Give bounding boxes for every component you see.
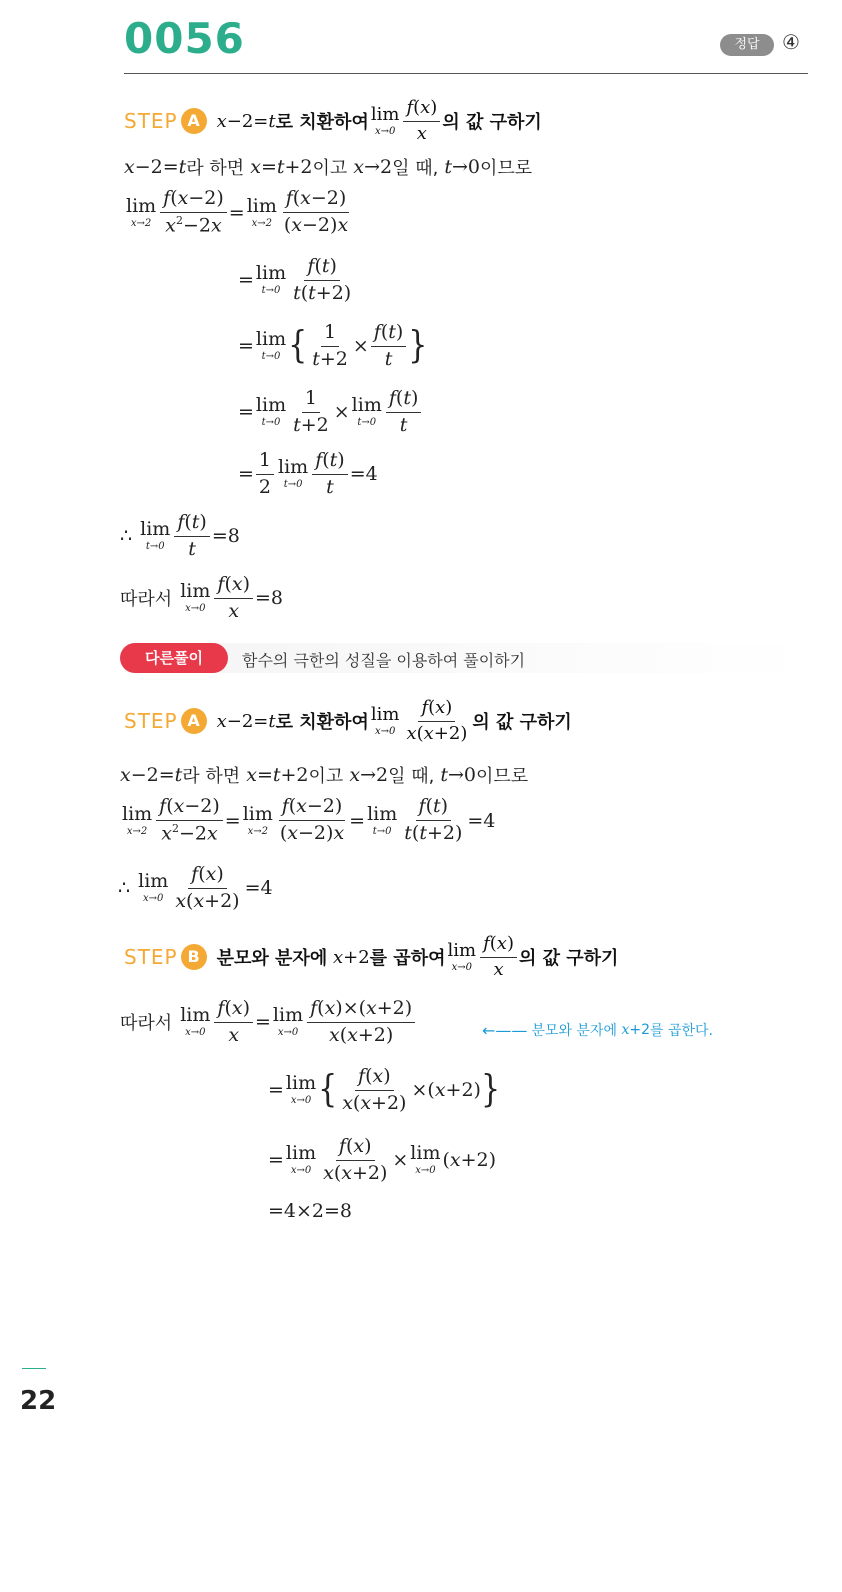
therefore-line: ∴ lim t→0 $\frac{f(t)}{t}$ =8	[120, 511, 240, 560]
step-limit-expr: lim x→0 $\frac{f(x)}{x}$	[369, 98, 442, 144]
answer-badge: 정답	[720, 34, 774, 56]
alt-step-a-heading	[124, 698, 572, 744]
text-fragment: 일 때,	[392, 158, 439, 179]
header-divider	[124, 73, 808, 74]
page-number-rule	[22, 1368, 46, 1369]
text-fragment: 이고	[308, 766, 344, 787]
equation-line-5: = $\frac{1}{2}$ lim t→0 $\frac{f(t)}{t}$ =4	[238, 449, 378, 498]
alt-therefore-line: ∴ lim x→0 $\frac{f(x)}{x(x+2)}$ =4	[118, 863, 273, 912]
thus-text: 따라서	[120, 1013, 173, 1035]
result-value: =8	[211, 525, 240, 548]
alt-b-equation-line-3: = lim x→0 $\frac{f(x)}{x(x+2)}$ × lim x→0 ( x +2)	[268, 1135, 497, 1184]
step-limit-expr: lim x→0 $\frac{f(x)}{x(x+2)}$	[370, 697, 468, 744]
equation-line-4: = lim t→0 $\frac{1}{t+2}$ × lim t→0 $\frac{f(t)}{t}$	[238, 388, 423, 437]
text-fragment: 일 때,	[388, 766, 435, 787]
alternative-label: 다른풀이	[120, 643, 228, 673]
thus-text: 따라서	[120, 589, 173, 611]
step-title-text: 로 치환하여	[275, 712, 369, 734]
step-letter-badge: B	[181, 944, 207, 970]
equation-line-2: = lim t→0 $\frac{f(t)}{t(t+2)}$	[238, 255, 352, 304]
final-result: =4×2=8	[268, 1200, 353, 1222]
alt-b-equation-line-4	[268, 1200, 352, 1222]
step-a-heading	[124, 98, 542, 144]
step-title	[217, 698, 572, 744]
equation-line-1: lim x→2 $\frac{f(x-2)}{x^2-2x}$ = lim x→2 $\frac{f(x-2)}{(x-2)x}$	[126, 187, 349, 237]
step-title-text: 의 값 구하기	[518, 948, 619, 970]
step-math: x−2=t	[216, 110, 276, 132]
text-fragment: 이고	[312, 158, 348, 179]
substitution-line: x −2= t 라 하면 x = t +2 이고 x →2 일 때, t →0 이므로	[124, 156, 533, 179]
step-title-text: 의 값 구하기	[442, 112, 542, 134]
step-letter-badge: A	[181, 708, 207, 734]
therefore-symbol: ∴	[120, 525, 133, 548]
alt-substitution-line: x −2= t 라 하면 x = t +2 이고 x →2 일 때, t →0 이므로	[120, 764, 529, 787]
step-word: STEP	[124, 709, 178, 734]
annotation-note: ←—— 분모와 분자에 x +2 를 곱한다.	[482, 1020, 714, 1040]
alternative-description: 함수의 극한의 성질을 이용하여 풀이하기	[242, 651, 526, 670]
step-title-text: 의 값 구하기	[472, 712, 572, 734]
page-number: 22	[20, 1386, 57, 1416]
alt-b-equation-line-1: 따라서 lim x→0 $\frac{f(x)}{x}$ = lim x→0 $\frac{f(x)\times(x+2)}{x(x+2)}$	[120, 998, 417, 1047]
alt-equation-line-1: lim x→2 $\frac{f(x-2)}{x^2-2x}$ = lim x→2 $\frac{f(x-2)}{(x-2)x}$ = lim t→0 $\frac{f(t)}{t(t+2)}$ =4	[122, 795, 496, 845]
step-letter-badge: A	[181, 108, 207, 134]
annotation-text: 분모와 분자에	[531, 1023, 618, 1039]
result-value: =8	[255, 587, 284, 610]
step-math: x+2	[332, 946, 370, 968]
text-fragment: 라 하면	[182, 766, 241, 787]
step-title-text: 분모와 분자에	[216, 948, 328, 970]
step-title	[217, 934, 619, 980]
alt-b-equation-line-2: = lim x→0 { $\frac{f(x)}{x(x+2)}$ ×( x +2) }	[268, 1065, 501, 1114]
step-title	[217, 98, 542, 144]
step-word: STEP	[124, 945, 178, 970]
annotation-text: 를 곱한다.	[650, 1023, 714, 1039]
conclusion-line: 따라서 lim x→0 $\frac{f(x)}{x}$ =8	[120, 573, 284, 622]
text-fragment: 라 하면	[186, 158, 245, 179]
equation-line-3: = lim t→0 { $\frac{1}{t+2}$ × $\frac{f(t)}{t}$ }	[238, 321, 428, 370]
step-title-text: 로 치환하여	[275, 112, 369, 134]
step-title-text: 를 곱하여	[369, 948, 446, 970]
step-math: x−2=t	[216, 710, 276, 732]
text-fragment: 이므로	[480, 158, 533, 179]
text-fragment: 이므로	[476, 766, 529, 787]
alt-step-b-heading	[124, 934, 618, 980]
problem-number: 0056	[124, 14, 245, 63]
arrow-left-icon: ←——	[482, 1020, 528, 1040]
answer-value: ④	[782, 30, 800, 54]
step-limit-expr: lim x→0 $\frac{f(x)}{x}$	[445, 934, 518, 980]
therefore-symbol: ∴	[118, 877, 131, 900]
step-word: STEP	[124, 109, 178, 134]
